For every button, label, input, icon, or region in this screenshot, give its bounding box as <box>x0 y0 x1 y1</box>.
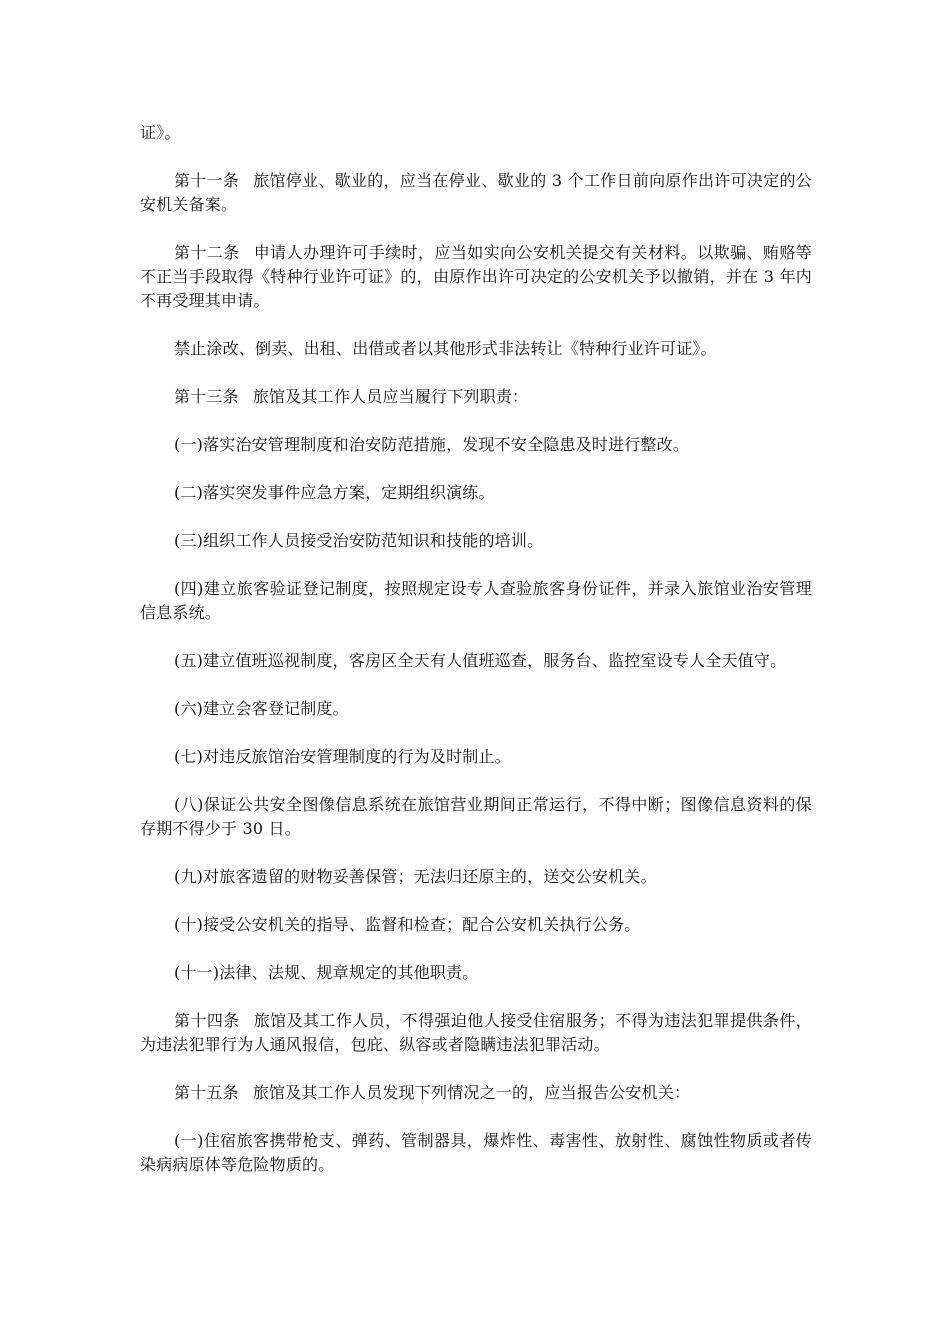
duty-item-11 <box>140 961 812 985</box>
duty-item-6 <box>140 697 812 721</box>
paragraph-text: 申请人办理许可手续时，应当如实向公安机关提交有关材料。以欺骗、贿赂等不正当手段取得《特种行业许可证》的，由原作出许可决定的公安机关予以撤销，并在 3 年内不再受理其申请。 <box>140 243 812 310</box>
paragraph-text: (一)住宿旅客携带枪支、弹药、管制器具，爆炸性、毒害性、放射性、腐蚀性物质或者传染病病原体等危险物质的。 <box>140 1131 812 1174</box>
article-14 <box>140 1009 812 1057</box>
paragraph-prohibition <box>140 337 812 361</box>
article-12 <box>140 241 812 313</box>
article-number: 第十五条 <box>174 1083 239 1102</box>
duty-item-10 <box>140 913 812 937</box>
duty-item-2 <box>140 481 812 505</box>
duty-item-9 <box>140 865 812 889</box>
duty-item-5 <box>140 649 812 673</box>
article-13 <box>140 385 812 409</box>
paragraph-text: (三)组织工作人员接受治安防范知识和技能的培训。 <box>174 531 544 550</box>
paragraph-text: (四)建立旅客验证登记制度，按照规定设专人查验旅客身份证件，并录入旅馆业治安管理信息系统。 <box>140 579 812 622</box>
duty-item-7 <box>140 745 812 769</box>
article-11 <box>140 169 812 217</box>
paragraph-text: (二)落实突发事件应急方案，定期组织演练。 <box>174 483 495 502</box>
paragraph-text: 旅馆及其工作人员，不得强迫他人接受住宿服务；不得为违法犯罪提供条件，为违法犯罪行为人通风报信，包庇、纵容或者隐瞒违法犯罪活动。 <box>140 1011 812 1054</box>
document-page <box>140 121 812 1201</box>
paragraph-text: (七)对违反旅馆治安管理制度的行为及时制止。 <box>174 747 511 766</box>
article-15 <box>140 1081 812 1105</box>
article-number: 第十三条 <box>174 387 239 406</box>
paragraph-text: 证》。 <box>140 123 181 142</box>
article-number: 第十一条 <box>174 171 240 190</box>
article-number: 第十四条 <box>174 1011 240 1030</box>
paragraph-text: (九)对旅客遗留的财物妥善保管；无法归还原主的，送交公安机关。 <box>174 867 657 886</box>
paragraph-text: (一)落实治安管理制度和治安防范措施，发现不安全隐患及时进行整改。 <box>174 435 690 454</box>
duty-item-1 <box>140 433 812 457</box>
paragraph-continuation <box>140 121 812 145</box>
paragraph-text: (八)保证公共安全图像信息系统在旅馆营业期间正常运行，不得中断；图像信息资料的保存期不得少于 30 日。 <box>140 795 812 838</box>
report-item-1 <box>140 1129 812 1177</box>
paragraph-text: (十)接受公安机关的指导、监督和检查；配合公安机关执行公务。 <box>174 915 641 934</box>
paragraph-text: 旅馆停业、歇业的，应当在停业、歇业的 3 个工作日前向原作出许可决定的公安机关备案。 <box>140 171 812 214</box>
duty-item-4 <box>140 577 812 625</box>
duty-item-8 <box>140 793 812 841</box>
paragraph-text: (六)建立会客登记制度。 <box>174 699 349 718</box>
paragraph-text: 旅馆及其工作人员发现下列情况之一的，应当报告公安机关： <box>252 1083 691 1102</box>
duty-item-3 <box>140 529 812 553</box>
paragraph-text: (十一)法律、法规、规章规定的其他职责。 <box>174 963 479 982</box>
paragraph-text: 禁止涂改、倒卖、出租、出借或者以其他形式非法转让《特种行业许可证》。 <box>174 339 717 358</box>
paragraph-text: (五)建立值班巡视制度，客房区全天有人值班巡查，服务台、监控室设专人全天值守。 <box>174 651 787 670</box>
paragraph-text: 旅馆及其工作人员应当履行下列职责： <box>252 387 529 406</box>
article-number: 第十二条 <box>174 243 240 262</box>
